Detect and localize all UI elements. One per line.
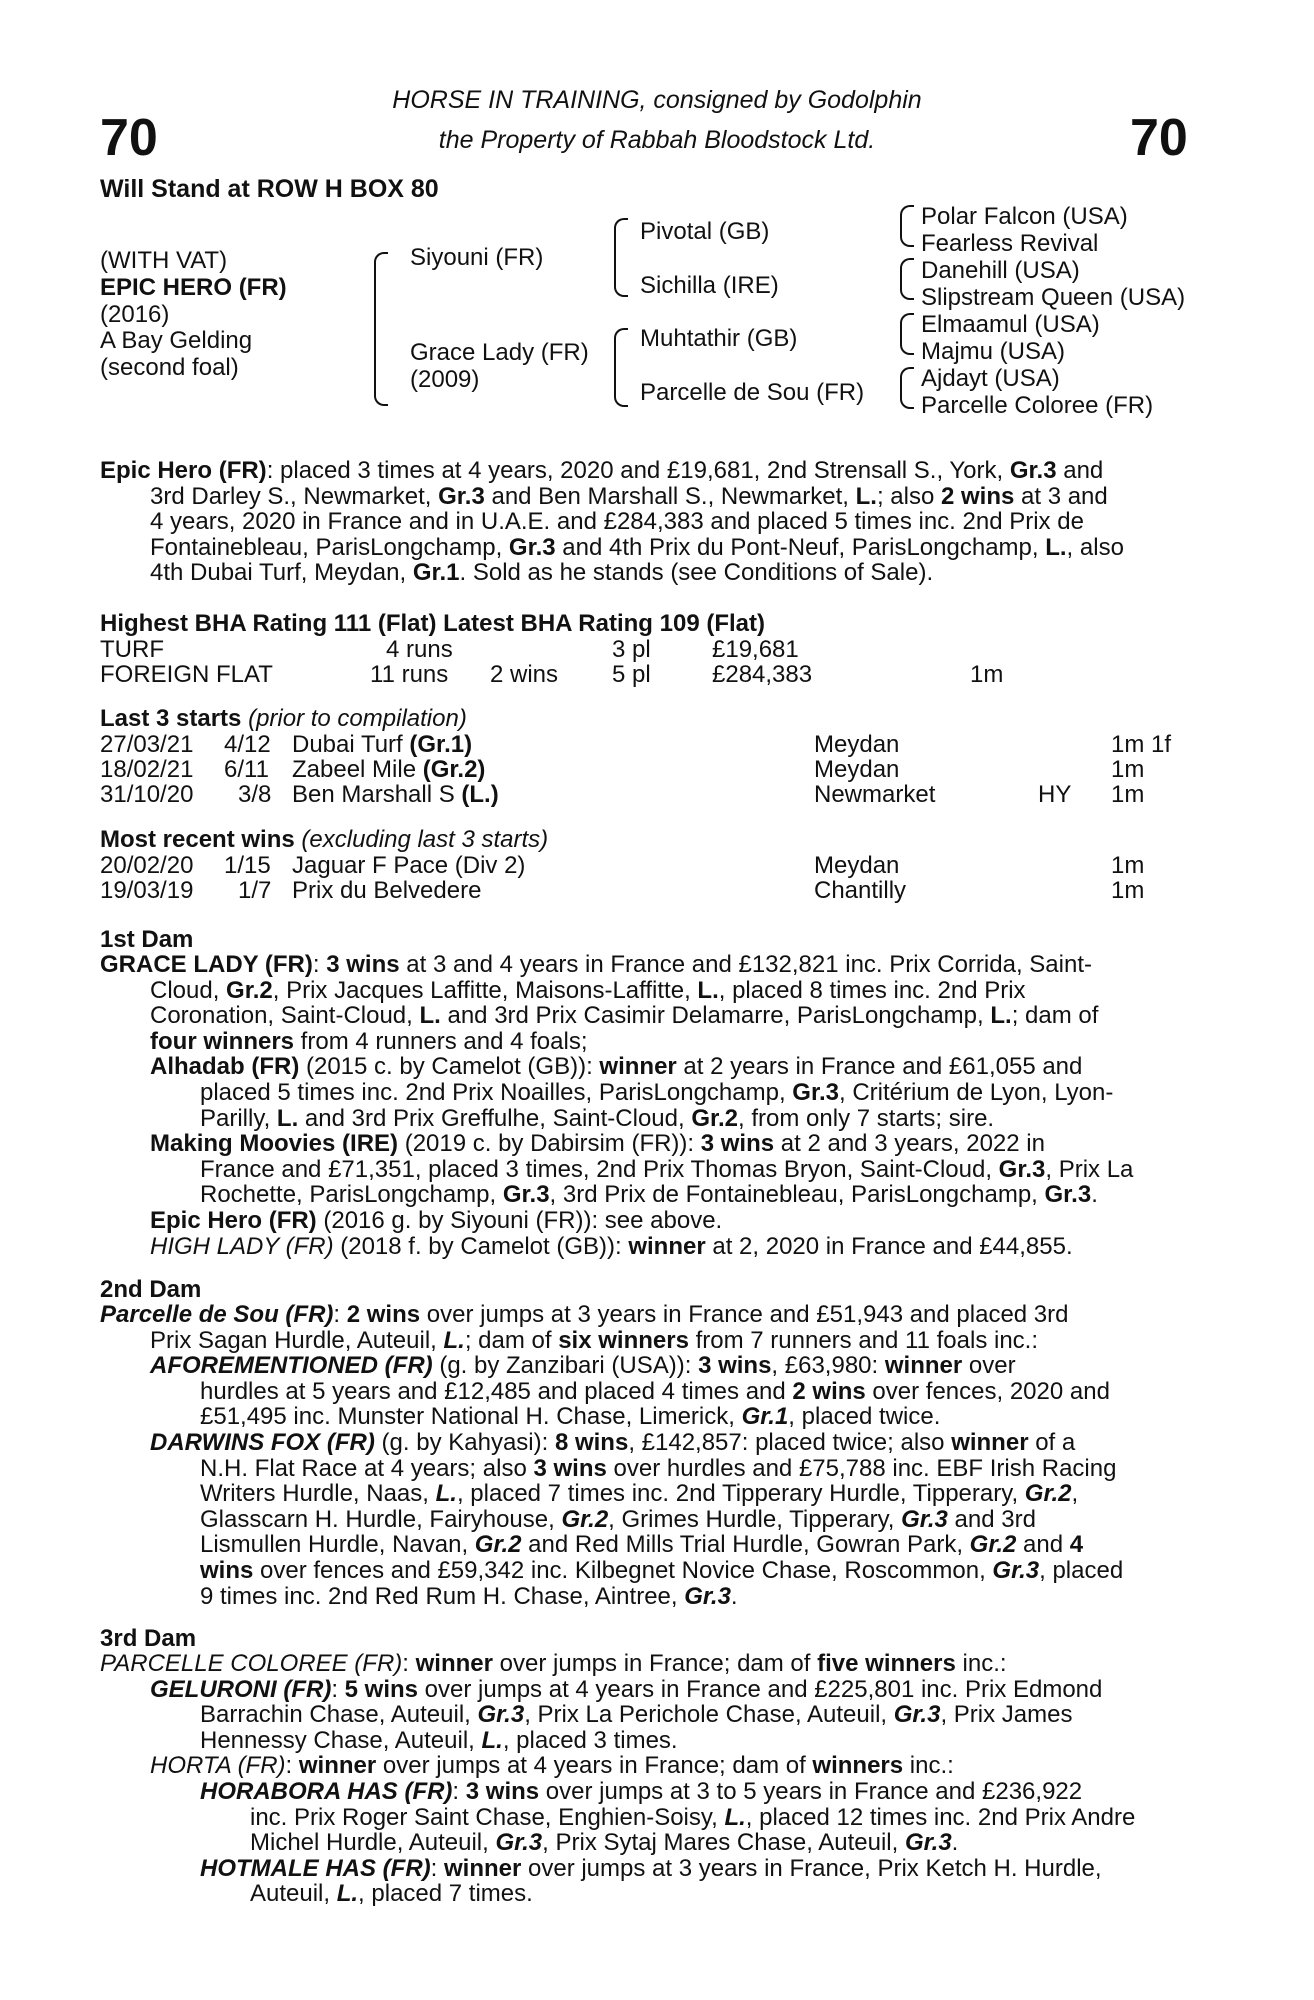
foal-note: (second foal) <box>100 354 239 381</box>
recent-wins-heading <box>100 826 548 854</box>
header-line-1: HORSE IN TRAINING, consigned by Godolphin <box>392 86 922 114</box>
table-row <box>100 731 1200 756</box>
win-position: 1/7 <box>238 877 272 904</box>
record-runs: 4 runs <box>386 636 453 663</box>
lot-number-right: 70 <box>1130 109 1188 167</box>
record-runs: 11 runs <box>370 661 449 688</box>
last-starts-note: (prior to compilation) <box>248 705 467 732</box>
last-starts-title: Last 3 starts <box>100 705 242 732</box>
start-date: 31/10/20 <box>100 781 194 808</box>
record-prize: £19,681 <box>712 636 799 663</box>
start-race <box>292 756 485 784</box>
ratings-heading: Highest BHA Rating 111 (Flat) Latest BHA Rating 109 (Flat) <box>100 610 765 637</box>
second-dam-text: Parcelle de Sou (FR): 2 wins over jumps at 3 years in France and £51,943 and placed 3rd Prix Sagan Hurdle, Auteuil, L.; dam of six winners from 7 runners and 11 foals inc.: AFOREMENTIONED (FR) (g. by Zanzibari (USA)): 3 wins, £63,980: winner over hurdles at 5 years and £12,485 and placed 4 times and 2 wins over fences, 2020 and £51,495 inc. Munster National H. Chase, Limerick, Gr.1, placed twice. DARWINS FOX (FR) (g. by Kahyasi): 8 wins, £142,857: placed twice; also winner of a N.H. Flat Race at 4 years; also 3 wins over hurdles and £75,788 inc. EBF Irish Racing Writers Hurdle, Naas, L., placed 7 times inc. 2nd Tipperary Hurdle, Tipperary, Gr.2, Glasscarn H. Hurdle, Fairyhouse, Gr.2, Grimes Hurdle, Tipperary, Gr.3 and 3rd Lismullen Hurdle, Navan, Gr.2 and Red Mills Trial Hurdle, Gowran Park, Gr.2 and 4 wins over fences and £59,342 inc. Kilbegnet Novice Chase, Roscommon, Gr.3, placed 9 times inc. 2nd Red Rum H. Chase, Aintree, Gr.3. <box>100 1301 1124 1610</box>
race-summary: Epic Hero (FR): placed 3 times at 4 years, 2020 and £19,681, 2nd Strensall S., York, Gr.3 and 3rd Darley S., Newmarket, Gr.3 and Ben Marshall S., Newmarket, L.; also 2 wins at 3 and 4 years, 2020 in France and in U.A.E. and £284,383 and placed 5 times inc. 2nd Prix de Fontainebleau, ParisLongchamp, Gr.3 and 4th Prix du Pont-Neuf, ParisLongchamp, L., also 4th Dubai Turf, Meydan, Gr.1. Sold as he stands (see Conditions of Sale). <box>100 457 1124 587</box>
sire-sire: Pivotal (GB) <box>640 218 770 245</box>
record-row-foreign <box>100 661 1200 686</box>
dd-sire: Ajdayt (USA) <box>921 365 1060 392</box>
last-starts-table <box>100 731 1200 806</box>
win-race: Jaguar F Pace (Div 2) <box>292 852 526 879</box>
dam: Grace Lady (FR) <box>410 339 589 366</box>
record-prize: £284,383 <box>712 661 813 688</box>
dam-dam: Parcelle de Sou (FR) <box>640 379 865 406</box>
start-race-name: Zabeel Mile <box>292 756 423 783</box>
start-position: 4/12 <box>224 731 271 758</box>
record-type: TURF <box>100 636 164 663</box>
brace-sire <box>614 218 628 297</box>
horse-year: (2016) <box>100 301 170 328</box>
start-position: 6/11 <box>224 756 269 783</box>
recent-wins-title: Most recent wins <box>100 826 295 853</box>
brace-dam <box>614 328 628 407</box>
brace-ss <box>900 205 914 247</box>
start-race-grade: (Gr.2) <box>422 756 486 783</box>
brace-dd <box>900 367 914 409</box>
start-distance: 1m <box>1111 781 1145 808</box>
start-race-grade: (L.) <box>461 781 499 808</box>
vat-note: (WITH VAT) <box>100 247 228 274</box>
record-wins: 2 wins <box>490 661 559 688</box>
ss-dam: Fearless Revival <box>921 230 1099 257</box>
start-race-name: Ben Marshall S <box>292 781 462 808</box>
brace-main <box>374 252 388 406</box>
sd-dam: Slipstream Queen (USA) <box>921 284 1186 311</box>
start-date: 18/02/21 <box>100 756 194 783</box>
dam-year: (2009) <box>410 366 480 393</box>
table-row <box>100 852 1200 877</box>
start-distance: 1m <box>1111 756 1145 783</box>
start-course: Newmarket <box>814 781 936 808</box>
sire: Siyouni (FR) <box>410 244 544 271</box>
win-date: 19/03/19 <box>100 877 194 904</box>
win-course: Chantilly <box>814 877 907 904</box>
sire-dam: Sichilla (IRE) <box>640 272 779 299</box>
start-position: 3/8 <box>238 781 272 808</box>
start-race <box>292 781 499 809</box>
start-race-name: Dubai Turf <box>292 731 410 758</box>
dd-dam: Parcelle Coloree (FR) <box>921 392 1154 419</box>
start-distance: 1m 1f <box>1111 731 1172 758</box>
dam-sire: Muhtathir (GB) <box>640 325 798 352</box>
horse-description: A Bay Gelding <box>100 327 253 354</box>
first-dam-text: GRACE LADY (FR): 3 wins at 3 and 4 years in France and £132,821 inc. Prix Corrida, Saint- Cloud, Gr.2, Prix Jacques Laffitte, Maisons-Laffitte, L., placed 8 times inc. 2nd Prix Coronation, Saint-Cloud, L. and 3rd Prix Casimir Delamarre, ParisLongchamp, L.; dam of four winners from 4 runners and 4 foals; Alhadab (FR) (2015 c. by Camelot (GB)): winner at 2 years in France and £61,055 and placed 5 times inc. 2nd Prix Noailles, ParisLongchamp, Gr.3, Critérium de Lyon, Lyon- Parilly, L. and 3rd Prix Greffulhe, Saint-Cloud, Gr.2, from only 7 starts; sire. Making Moovies (IRE) (2019 c. by Dabirsim (FR)): 3 wins at 2 and 3 years, 2022 in France and £71,351, placed 3 times, 2nd Prix Thomas Bryon, Saint-Cloud, Gr.3, Prix La Rochette, ParisLongchamp, Gr.3, 3rd Prix de Fontainebleau, ParisLongchamp, Gr.3. Epic Hero (FR) (2016 g. by Siyouni (FR)): see above. HIGH LADY (FR) (2018 f. by Camelot (GB)): winner at 2, 2020 in France and £44,855. <box>100 951 1134 1260</box>
win-position: 1/15 <box>224 852 271 879</box>
start-going: HY <box>1038 781 1072 808</box>
record-placed: 5 pl <box>612 661 651 688</box>
brace-ds <box>900 313 914 355</box>
ds-dam: Majmu (USA) <box>921 338 1066 365</box>
start-date: 27/03/21 <box>100 731 194 758</box>
brace-sd <box>900 258 914 300</box>
record-placed: 3 pl <box>612 636 651 663</box>
win-date: 20/02/20 <box>100 852 194 879</box>
third-dam-text: PARCELLE COLOREE (FR): winner over jumps in France; dam of five winners inc.: GELURONI (FR): 5 wins over jumps at 4 years in France and £225,801 inc. Prix Edmond Barrachin Chase, Auteuil, Gr.3, Prix La Perichole Chase, Auteuil, Gr.3, Prix James Hennessy Chase, Auteuil, L., placed 3 times. HORTA (FR): winner over jumps at 4 years in France; dam of winners inc.: HORABORA HAS (FR): 3 wins over jumps at 3 to 5 years in France and £236,922 inc. Prix Roger Saint Chase, Enghien-Soisy, L., placed 12 times inc. 2nd Prix Andre Michel Hurdle, Auteuil, Gr.3, Prix Sytaj Mares Chase, Auteuil, Gr.3. HOTMALE HAS (FR): winner over jumps at 3 years in France, Prix Ketch H. Hurdle, Auteuil, L., placed 7 times. <box>100 1650 1136 1908</box>
record-row-turf <box>100 636 1200 661</box>
sd-sire: Danehill (USA) <box>921 257 1080 284</box>
table-row <box>100 877 1200 902</box>
start-course: Meydan <box>814 756 900 783</box>
win-distance: 1m <box>1111 852 1145 879</box>
win-distance: 1m <box>1111 877 1145 904</box>
ds-sire: Elmaamul (USA) <box>921 311 1100 338</box>
record-type: FOREIGN FLAT <box>100 661 273 688</box>
second-dam-heading: 2nd Dam <box>100 1276 202 1303</box>
header-line-2: the Property of Rabbah Bloodstock Ltd. <box>438 126 876 154</box>
race-record-table <box>100 636 1200 686</box>
record-distance: 1m <box>970 661 1004 688</box>
start-race-grade: (Gr.1) <box>409 731 473 758</box>
recent-wins-table <box>100 852 1200 902</box>
ss-sire: Polar Falcon (USA) <box>921 203 1128 230</box>
win-race: Prix du Belvedere <box>292 877 482 904</box>
table-row <box>100 781 1200 806</box>
lot-number-left: 70 <box>100 109 158 167</box>
win-course: Meydan <box>814 852 900 879</box>
stand-location: Will Stand at ROW H BOX 80 <box>100 175 439 203</box>
last-starts-heading <box>100 705 467 733</box>
horse-name: EPIC HERO (FR) <box>100 274 287 301</box>
start-race <box>292 731 472 759</box>
third-dam-heading: 3rd Dam <box>100 1625 197 1652</box>
recent-wins-note: (excluding last 3 starts) <box>301 826 549 853</box>
first-dam-heading: 1st Dam <box>100 926 194 953</box>
table-row <box>100 756 1200 781</box>
start-course: Meydan <box>814 731 900 758</box>
